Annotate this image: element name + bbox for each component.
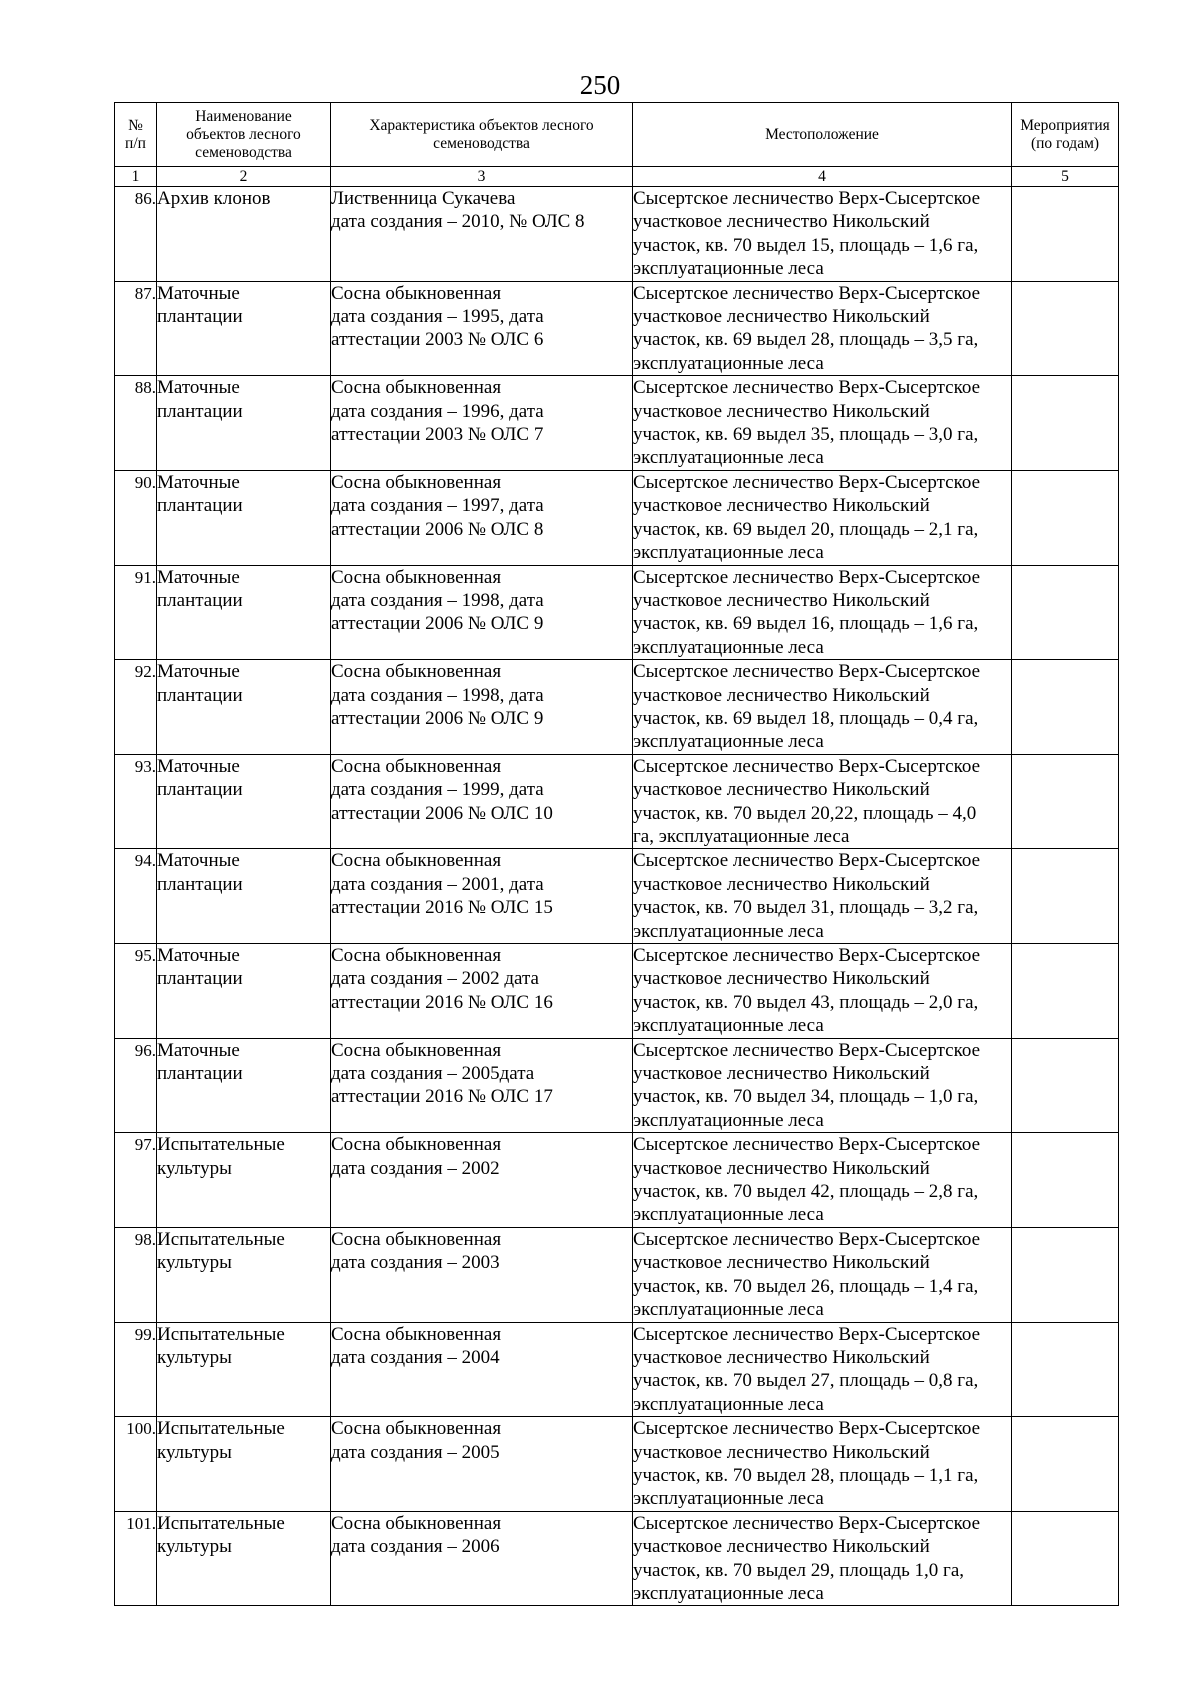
location-cell-line: Сысертское лесничество Верх-Сысертское [633,661,981,683]
events-cell [1012,1227,1119,1322]
table-row [115,187,1119,282]
object-name-cell-line: культуры [157,1441,232,1463]
table-row [115,944,1119,1039]
object-name-cell-line: плантации [157,684,243,706]
characteristics-cell-line: аттестации 2003 № ОЛС 6 [331,329,544,351]
characteristics-cell [331,1227,633,1322]
characteristics-cell [331,1417,633,1512]
object-name-cell [157,1038,331,1133]
object-name-cell-line: Испытательные [157,1418,285,1440]
column-index: 2 [157,167,331,187]
row-number: 87. [115,281,157,376]
location-cell [633,944,1012,1039]
seed-objects-table [114,102,1119,1606]
object-name-cell [157,565,331,660]
location-cell-line: эксплуатационные леса [633,1488,824,1510]
location-cell-line: участок, кв. 70 выдел 28, площадь – 1,1 га, [633,1464,979,1486]
location-cell-line: участок, кв. 69 выдел 35, площадь – 3,0 га, [633,424,979,446]
location-cell-line: эксплуатационные леса [633,447,824,469]
characteristics-cell-line: Сосна обыкновенная [331,377,502,399]
location-cell-line: участковое лесничество Никольский [633,495,930,517]
location-cell-line: Сысертское лесничество Верх-Сысертское [633,1039,981,1061]
object-name-cell [157,281,331,376]
location-cell-line: Сысертское лесничество Верх-Сысертское [633,471,981,493]
table-row [115,1227,1119,1322]
location-cell-line: эксплуатационные леса [633,542,824,564]
object-name-cell-line: культуры [157,1346,232,1368]
column-index: 3 [331,167,633,187]
characteristics-cell-line: аттестации 2003 № ОЛС 7 [331,424,544,446]
object-name-cell [157,187,331,282]
table-row [115,849,1119,944]
characteristics-cell [331,187,633,282]
object-name-cell-line: Испытательные [157,1134,285,1156]
table-body [115,187,1119,1606]
characteristics-cell-line: Сосна обыкновенная [331,1039,502,1061]
location-cell-line: Сысертское лесничество Верх-Сысертское [633,1228,981,1250]
characteristics-cell [331,1322,633,1417]
table-row [115,1322,1119,1417]
object-name-cell [157,1322,331,1417]
table-row [115,754,1119,849]
location-cell-line: эксплуатационные леса [633,1299,824,1321]
location-cell-line: Сысертское лесничество Верх-Сысертское [633,1418,981,1440]
table-row [115,565,1119,660]
location-cell [633,470,1012,565]
object-name-cell [157,470,331,565]
location-cell-line: эксплуатационные леса [633,352,824,374]
object-name-cell [157,376,331,471]
characteristics-cell [331,376,633,471]
characteristics-cell-line: Сосна обыкновенная [331,566,502,588]
row-number: 86. [115,187,157,282]
location-cell-line: участок, кв. 70 выдел 27, площадь – 0,8 га, [633,1370,979,1392]
object-name-cell-line: Маточные [157,377,240,399]
object-name-cell-line: Испытательные [157,1323,285,1345]
header-text: Наименование [195,107,292,125]
location-cell [633,281,1012,376]
object-name-cell [157,1227,331,1322]
object-name-cell-line: плантации [157,306,243,328]
location-cell-line: Сысертское лесничество Верх-Сысертское [633,1512,981,1534]
object-name-cell-line: культуры [157,1157,232,1179]
row-number: 96. [115,1038,157,1133]
events-cell [1012,1322,1119,1417]
table-row [115,1038,1119,1133]
location-cell [633,1133,1012,1228]
column-index-row [115,167,1119,187]
object-name-cell-line: плантации [157,400,243,422]
location-cell-line: участок, кв. 70 выдел 15, площадь – 1,6 га, [633,234,979,256]
events-cell [1012,1133,1119,1228]
table-row [115,660,1119,755]
location-cell-line: участковое лесничество Никольский [633,1063,930,1085]
location-cell-line: Сысертское лесничество Верх-Сысертское [633,850,981,872]
location-cell-line: участок, кв. 70 выдел 26, площадь – 1,4 га, [633,1275,979,1297]
characteristics-cell-line: аттестации 2016 № ОЛС 17 [331,1086,553,1108]
location-cell-line: га, эксплуатационные леса [633,825,850,847]
object-name-cell-line: Маточные [157,755,240,777]
characteristics-cell-line: аттестации 2016 № ОЛС 15 [331,897,553,919]
characteristics-cell-line: дата создания – 2005 [331,1441,500,1463]
column-index: 4 [633,167,1012,187]
location-cell-line: участковое лесничество Никольский [633,779,930,801]
characteristics-cell-line: Сосна обыкновенная [331,1134,502,1156]
location-cell [633,1511,1012,1606]
location-cell [633,1322,1012,1417]
characteristics-cell [331,281,633,376]
characteristics-cell-line: дата создания – 1998, дата [331,684,544,706]
characteristics-cell-line: аттестации 2006 № ОЛС 9 [331,707,544,729]
characteristics-cell-line: дата создания – 1995, дата [331,306,544,328]
location-cell-line: эксплуатационные леса [633,1109,824,1131]
table-row [115,1511,1119,1606]
location-cell-line: участок, кв. 70 выдел 43, площадь – 2,0 га, [633,991,979,1013]
location-cell [633,754,1012,849]
location-cell-line: Сысертское лесничество Верх-Сысертское [633,1323,981,1345]
object-name-cell-line: плантации [157,1063,243,1085]
row-number: 88. [115,376,157,471]
row-number: 100. [115,1417,157,1512]
header-text: № [128,116,143,134]
location-cell-line: Сысертское лесничество Верх-Сысертское [633,282,981,304]
characteristics-cell-line: Сосна обыкновенная [331,755,502,777]
location-cell-line: участковое лесничество Никольский [633,873,930,895]
page-number: 250 [579,70,621,100]
row-number: 97. [115,1133,157,1228]
header-text: Характеристика объектов лесного [369,116,594,134]
location-cell [633,1417,1012,1512]
row-number: 90. [115,470,157,565]
location-cell-line: участок, кв. 70 выдел 31, площадь – 3,2 га, [633,897,979,919]
characteristics-cell [331,849,633,944]
object-name-cell-line: Архив клонов [157,188,271,209]
row-number: 101. [115,1511,157,1606]
characteristics-cell-line: дата создания – 1997, дата [331,495,544,517]
object-name-cell-line: плантации [157,589,243,611]
location-cell-line: Сысертское лесничество Верх-Сысертское [633,1134,981,1156]
header-text: семеноводства [195,143,292,161]
location-cell-line: эксплуатационные леса [633,1393,824,1415]
characteristics-cell-line: дата создания – 1998, дата [331,589,544,611]
location-cell-line: участковое лесничество Никольский [633,1157,930,1179]
location-cell-line: участковое лесничество Никольский [633,1346,930,1368]
location-cell-line: Сысертское лесничество Верх-Сысертское [633,755,981,777]
header-text: (по годам) [1030,134,1100,152]
table-row [115,470,1119,565]
location-cell [633,376,1012,471]
characteristics-cell-line: дата создания – 2003 [331,1252,500,1274]
characteristics-cell-line: Сосна обыкновенная [331,471,502,493]
header-text: Мероприятия [1020,116,1110,134]
location-cell-line: участковое лесничество Никольский [633,1252,930,1274]
characteristics-cell-line: аттестации 2016 № ОЛС 16 [331,991,553,1013]
characteristics-cell-line: Сосна обыкновенная [331,1323,502,1345]
object-name-cell-line: Испытательные [157,1228,285,1250]
location-cell [633,1227,1012,1322]
object-name-cell-line: плантации [157,495,243,517]
location-cell-line: участок, кв. 70 выдел 29, площадь 1,0 га, [633,1559,964,1581]
object-name-cell-line: плантации [157,968,243,990]
location-cell-line: участок, кв. 70 выдел 34, площадь – 1,0 га, [633,1086,979,1108]
location-cell [633,1038,1012,1133]
events-cell [1012,1417,1119,1512]
characteristics-cell [331,944,633,1039]
location-cell-line: эксплуатационные леса [633,258,824,280]
events-cell [1012,1511,1119,1606]
header-name [157,103,331,167]
header-text: объектов лесного [186,125,301,143]
header-text: п/п [125,134,146,152]
characteristics-cell-line: Сосна обыкновенная [331,850,502,872]
characteristics-cell [331,754,633,849]
location-cell-line: участок, кв. 69 выдел 16, площадь – 1,6 га, [633,613,979,635]
object-name-cell [157,754,331,849]
location-cell-line: участковое лесничество Никольский [633,211,930,233]
characteristics-cell-line: дата создания – 1996, дата [331,400,544,422]
characteristics-cell-line: Сосна обыкновенная [331,1228,502,1250]
characteristics-cell-line: Сосна обыкновенная [331,1418,502,1440]
header-text: Местоположение [765,125,879,143]
object-name-cell [157,849,331,944]
events-cell [1012,281,1119,376]
location-cell-line: участок, кв. 69 выдел 28, площадь – 3,5 га, [633,329,979,351]
location-cell-line: участковое лесничество Никольский [633,1441,930,1463]
object-name-cell-line: плантации [157,779,243,801]
events-cell [1012,565,1119,660]
characteristics-cell-line: Лиственница Сукачева [331,188,516,209]
object-name-cell-line: Испытательные [157,1512,285,1534]
table-header-row [115,103,1119,167]
column-index: 1 [115,167,157,187]
location-cell-line: Сысертское лесничество Верх-Сысертское [633,945,981,966]
row-number: 94. [115,849,157,944]
location-cell-line: эксплуатационные леса [633,1582,824,1604]
object-name-cell [157,1417,331,1512]
location-cell-line: эксплуатационные леса [633,731,824,753]
events-cell [1012,1038,1119,1133]
location-cell-line: участок, кв. 70 выдел 20,22, площадь – 4,0 [633,802,977,824]
location-cell [633,187,1012,282]
characteristics-cell-line: дата создания – 2001, дата [331,873,544,895]
events-cell [1012,470,1119,565]
object-name-cell-line: Маточные [157,566,240,588]
object-name-cell-line: культуры [157,1536,232,1558]
characteristics-cell [331,1038,633,1133]
location-cell [633,660,1012,755]
object-name-cell [157,1511,331,1606]
location-cell-line: участковое лесничество Никольский [633,684,930,706]
location-cell-line: участковое лесничество Никольский [633,589,930,611]
characteristics-cell-line: аттестации 2006 № ОЛС 8 [331,518,544,540]
characteristics-cell-line: аттестации 2006 № ОЛС 10 [331,802,553,824]
row-number: 93. [115,754,157,849]
characteristics-cell-line: дата создания – 2002 [331,1157,500,1179]
characteristics-cell [331,565,633,660]
characteristics-cell-line: дата создания – 2006 [331,1536,500,1558]
location-cell-line: Сысертское лесничество Верх-Сысертское [633,188,981,209]
row-number: 98. [115,1227,157,1322]
object-name-cell-line: плантации [157,873,243,895]
location-cell-line: участок, кв. 70 выдел 42, площадь – 2,8 га, [633,1181,979,1203]
characteristics-cell-line: дата создания – 1999, дата [331,779,544,801]
header-number [115,103,157,167]
header-location [633,103,1012,167]
characteristics-cell-line: Сосна обыкновенная [331,661,502,683]
location-cell-line: участковое лесничество Никольский [633,306,930,328]
location-cell-line: участковое лесничество Никольский [633,400,930,422]
location-cell-line: участковое лесничество Никольский [633,1536,930,1558]
object-name-cell-line: культуры [157,1252,232,1274]
row-number: 92. [115,660,157,755]
characteristics-cell [331,1511,633,1606]
column-index: 5 [1012,167,1119,187]
object-name-cell [157,660,331,755]
events-cell [1012,944,1119,1039]
table-row [115,1133,1119,1228]
location-cell-line: участковое лесничество Никольский [633,968,930,990]
object-name-cell-line: Маточные [157,850,240,872]
location-cell-line: эксплуатационные леса [633,920,824,942]
events-cell [1012,849,1119,944]
location-cell [633,565,1012,660]
events-cell [1012,660,1119,755]
location-cell-line: участок, кв. 69 выдел 18, площадь – 0,4 га, [633,707,979,729]
characteristics-cell-line: дата создания – 2005дата [331,1063,535,1085]
row-number: 91. [115,565,157,660]
characteristics-cell-line: Сосна обыкновенная [331,1512,502,1534]
object-name-cell-line: Маточные [157,471,240,493]
object-name-cell-line: Маточные [157,282,240,304]
location-cell-line: Сысертское лесничество Верх-Сысертское [633,566,981,588]
characteristics-cell [331,1133,633,1228]
location-cell-line: Сысертское лесничество Верх-Сысертское [633,377,981,399]
characteristics-cell-line: Сосна обыкновенная [331,282,502,304]
object-name-cell-line: Маточные [157,945,240,966]
header-text: семеноводства [433,134,530,152]
events-cell [1012,187,1119,282]
characteristics-cell-line: дата создания – 2010, № ОЛС 8 [331,211,585,233]
table-row [115,281,1119,376]
location-cell-line: участок, кв. 69 выдел 20, площадь – 2,1 га, [633,518,979,540]
location-cell-line: эксплуатационные леса [633,1204,824,1226]
characteristics-cell [331,470,633,565]
location-cell [633,849,1012,944]
events-cell [1012,376,1119,471]
location-cell-line: эксплуатационные леса [633,1015,824,1037]
characteristics-cell-line: аттестации 2006 № ОЛС 9 [331,613,544,635]
row-number: 95. [115,944,157,1039]
characteristics-cell [331,660,633,755]
object-name-cell-line: Маточные [157,1039,240,1061]
location-cell-line: эксплуатационные леса [633,636,824,658]
characteristics-cell-line: дата создания – 2002 дата [331,968,539,990]
table-row [115,1417,1119,1512]
object-name-cell [157,1133,331,1228]
events-cell [1012,754,1119,849]
characteristics-cell-line: дата создания – 2004 [331,1346,500,1368]
row-number: 99. [115,1322,157,1417]
header-events [1012,103,1119,167]
object-name-cell [157,944,331,1039]
header-characteristics [331,103,633,167]
table-row [115,376,1119,471]
object-name-cell-line: Маточные [157,661,240,683]
characteristics-cell-line: Сосна обыкновенная [331,945,502,966]
